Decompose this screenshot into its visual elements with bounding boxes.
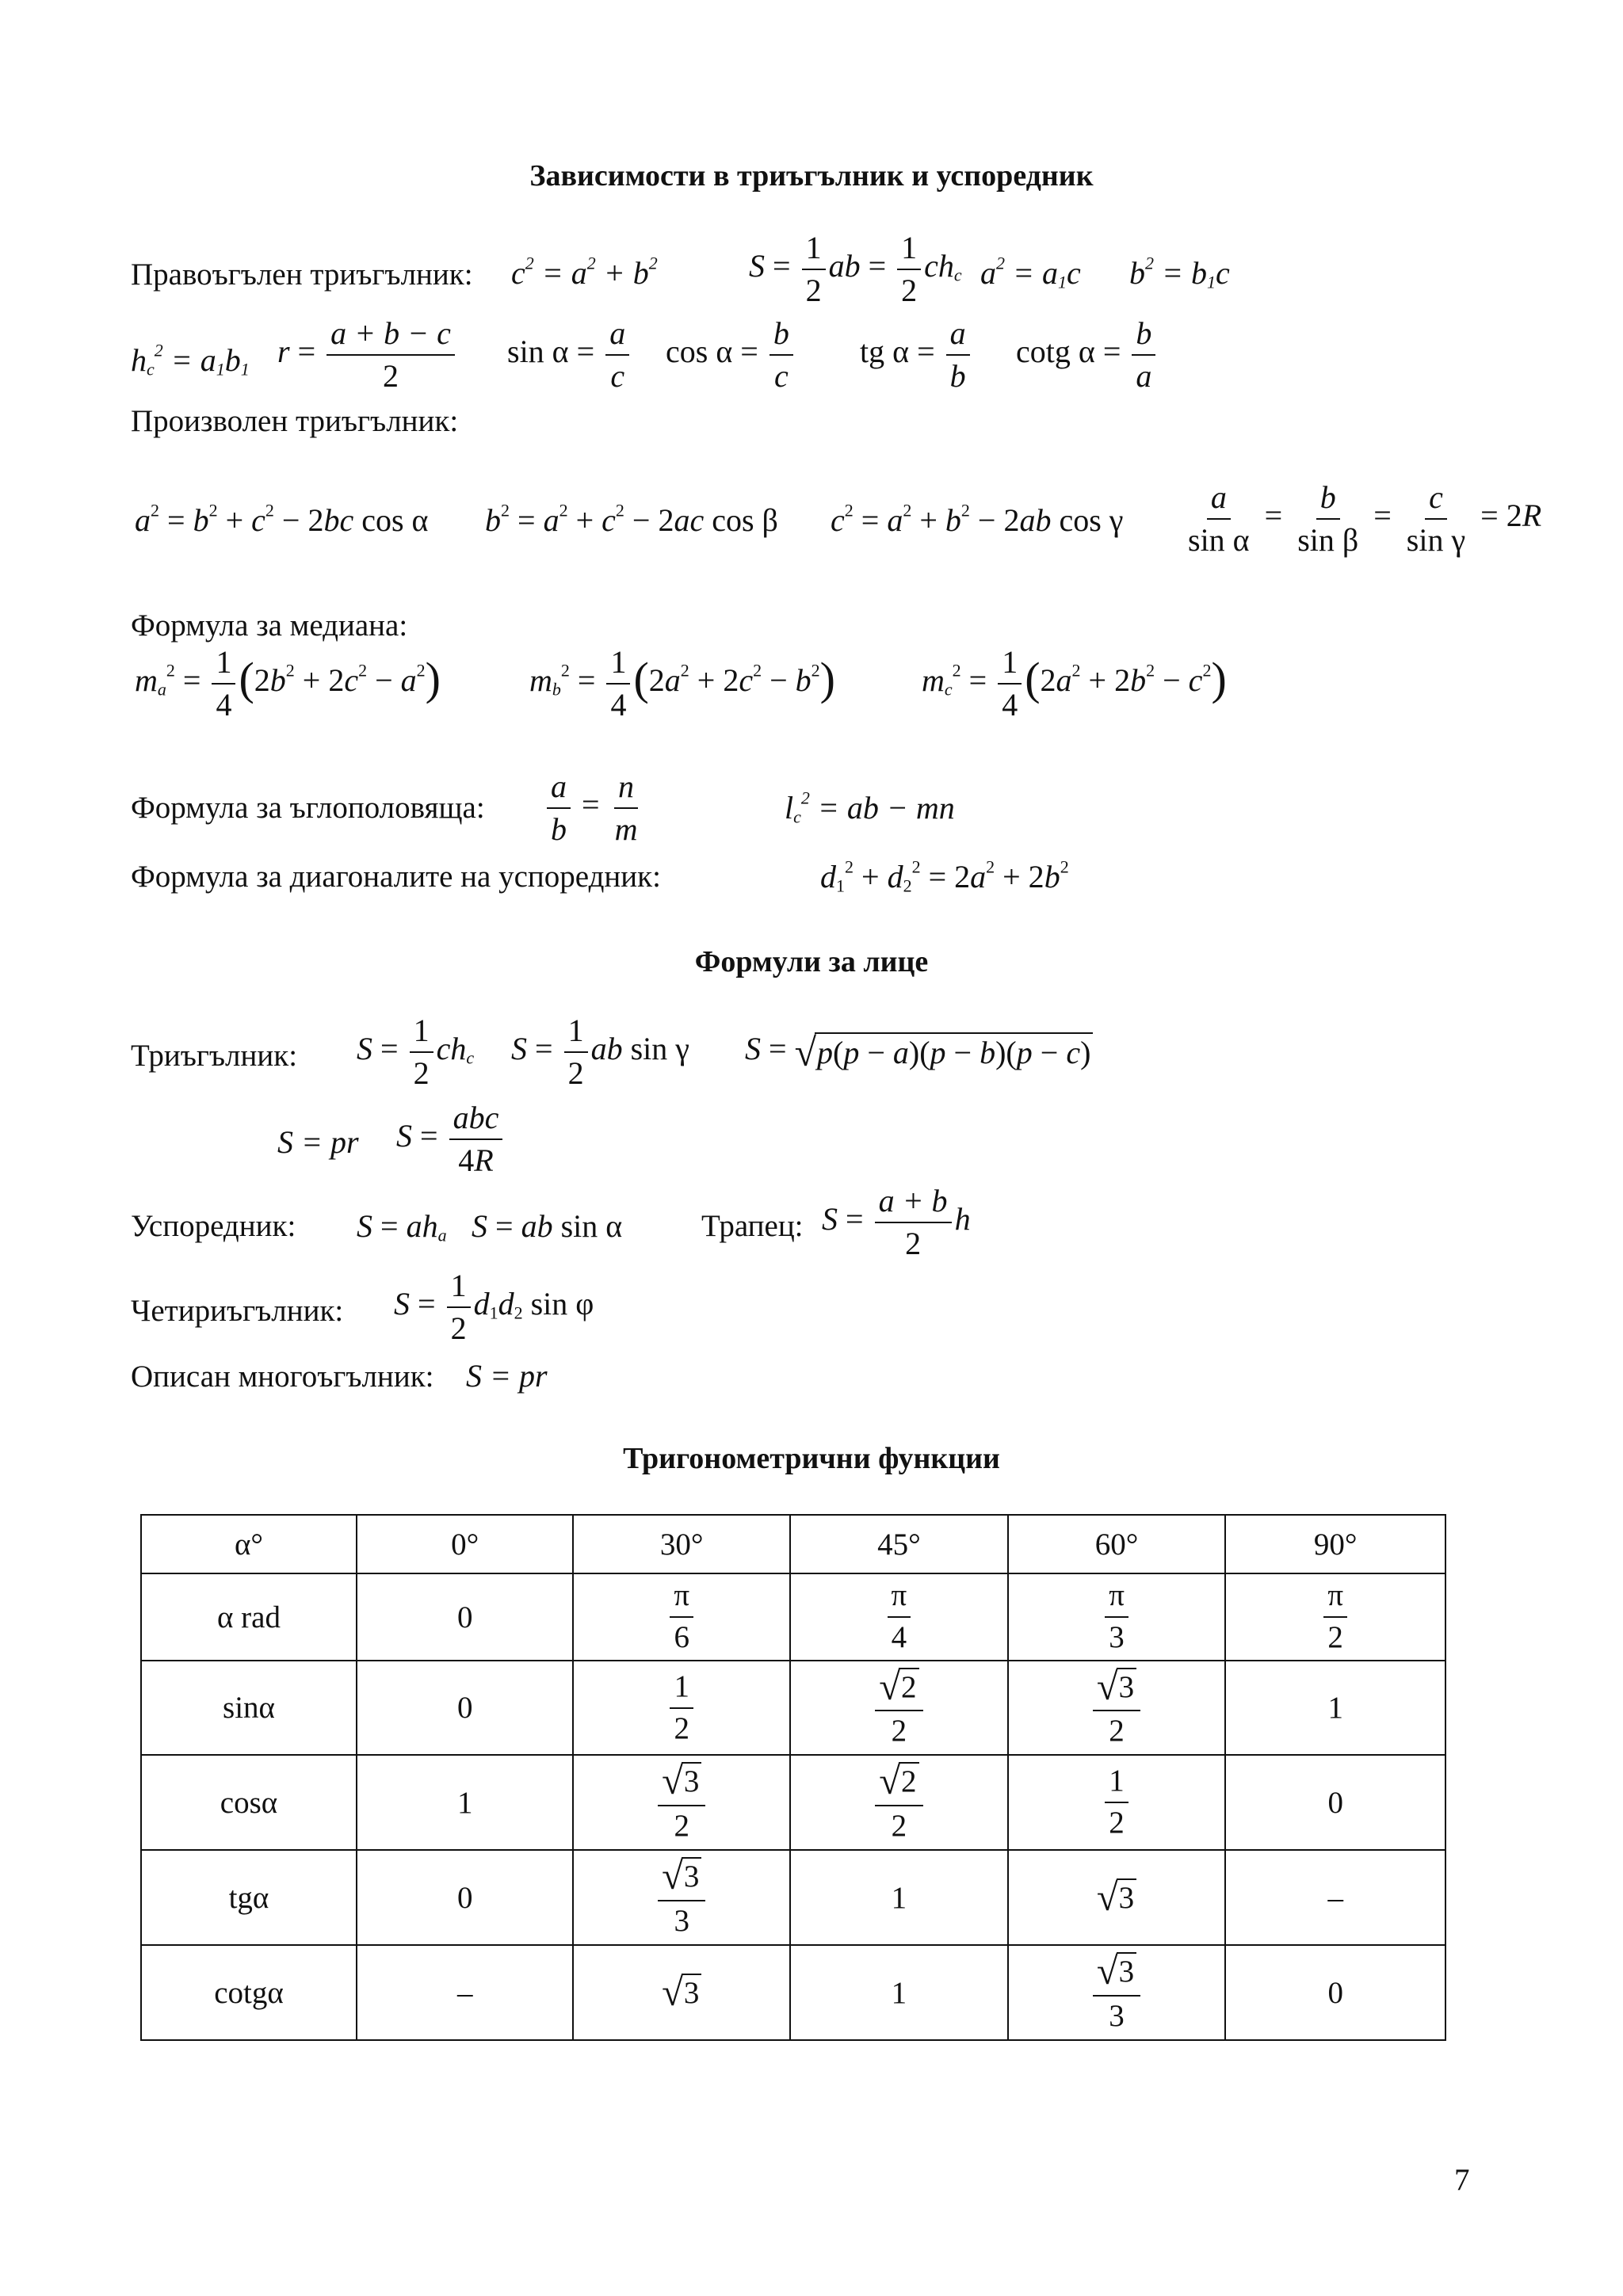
table-cell: [573, 1755, 790, 1850]
formula-diagonals: $d_1^2 + d_2^2 = 2a^2 + 2b^2$: [820, 856, 1069, 896]
fraction: √ 3 2: [658, 1762, 705, 1843]
table-header-cell: 0°: [357, 1515, 573, 1573]
table-cell: 1: [790, 1850, 1008, 1945]
table-header-cell: α°: [141, 1515, 357, 1573]
fraction: $\frac{1}{2}$: [1105, 1765, 1128, 1840]
formula-median-b: $m_b^2$ = $\frac{1}{4}$ $(2a^2 + 2c^2 - b^2)$: [529, 644, 835, 723]
formula-area-triangle-height: S = $\frac{1}{2}$ $ch_c$: [357, 1013, 475, 1091]
label-area-parallelogram: Успоредник:: [131, 1209, 296, 1243]
fraction: √ 2 2: [875, 1762, 922, 1843]
table-cell: [1008, 1661, 1226, 1755]
fraction: √ 3 2: [1093, 1668, 1140, 1749]
table-cell: [573, 1661, 790, 1755]
formula-area-abc: S = $\frac{\text{abc}}{4R}$: [396, 1101, 506, 1177]
table-cell: [790, 1661, 1008, 1755]
table-cell: [790, 1755, 1008, 1850]
formula-area-pr: S = pr: [277, 1124, 359, 1160]
formula-right-area: S = $\frac{1}{2}$ ab = $\frac{1}{2}$ $ch_c$: [749, 230, 962, 308]
table-cell: [1008, 1573, 1226, 1661]
table-row-label: sinα: [141, 1661, 357, 1755]
table-cell: –: [357, 1945, 573, 2040]
formula-sine-law: $\frac{a}{\text{sin α}}$ = $\frac{b}{\text{sin β}}$ = $\frac{c}{\text{sin γ}}$ = 2R: [1188, 479, 1542, 558]
formula-tg: tg α = $\frac{a}{b}$: [860, 317, 973, 393]
table-cell: [1225, 1573, 1445, 1661]
fraction: $\frac{\pi}{4}$: [888, 1580, 911, 1654]
formula-area-trapezoid: S = $\frac{a + b}{2}$ h: [822, 1183, 971, 1261]
table-cell: 0: [357, 1661, 573, 1755]
heading-trig-functions: Тригонометрични функции: [623, 1442, 1000, 1475]
table-cell: 0: [357, 1850, 573, 1945]
fraction: $\frac{\pi}{6}$: [670, 1580, 693, 1654]
label-area-polygon: Описан многоъгълник:: [131, 1360, 434, 1394]
formula-area-parallelogram-sin: S = ab sin α: [472, 1208, 623, 1244]
formula-cotg: cotg α = $\frac{b}{a}$: [1016, 317, 1159, 393]
table-row: [141, 1661, 1445, 1755]
fraction: $\frac{1}{2}$: [670, 1671, 693, 1745]
table-row: [141, 1850, 1445, 1945]
label-area-quadrilateral: Четириъгълник:: [131, 1294, 344, 1328]
table-cell: [573, 1573, 790, 1661]
table-cell: [573, 1850, 790, 1945]
formula-median-a: $m_a^2$ = $\frac{1}{4}$ $(2b^2 + 2c^2 - a^2)$: [135, 644, 441, 723]
formula-a-squared: $a^2 = a_1c$: [980, 253, 1081, 292]
formula-cos: cos α = $\frac{b}{c}$: [666, 317, 796, 393]
formula-area-quadrilateral: S = $\frac{1}{2}$ $d_1d_2$ sin φ: [394, 1268, 594, 1346]
formula-heron: S = √ p(p − a)(p − b)(p − c): [745, 1032, 1093, 1072]
table-cell: [1008, 1945, 1226, 2040]
heading-area-formulas: Формули за лице: [694, 945, 929, 978]
table-cell: 0: [357, 1573, 573, 1661]
table-header-cell: 30°: [573, 1515, 790, 1573]
table-header-cell: 90°: [1225, 1515, 1445, 1573]
formula-bisector-ratio: $\frac{a}{b}$ = $\frac{n}{m}$: [544, 770, 644, 846]
label-arbitrary-triangle: Произволен триъгълник:: [131, 404, 459, 438]
label-area-triangle: Триъгълник:: [131, 1039, 298, 1073]
formula-sin: sin α = $\frac{a}{c}$: [507, 317, 632, 393]
table-row-label: α rad: [141, 1573, 357, 1661]
formula-height: $h_c^2 = a_1b_1$: [131, 340, 250, 379]
label-bisector: Формула за ъглополовяща:: [131, 791, 485, 825]
fraction: $\frac{\pi}{2}$: [1323, 1580, 1347, 1654]
formula-cosine-law-a: $a^2 = b^2 + c^2 - 2bc$ cos α: [135, 500, 429, 538]
fraction: $\frac{\pi}{3}$: [1105, 1580, 1128, 1654]
formula-area-triangle-sin: S = $\frac{1}{2}$ ab sin γ: [511, 1013, 689, 1091]
fraction: √ 2 2: [875, 1668, 922, 1749]
table-row-label: cosα: [141, 1755, 357, 1850]
fraction: √ 3 3: [658, 1857, 705, 1938]
formula-b-squared: $b^2 = b_1c$: [1129, 253, 1230, 292]
table-cell: –: [1225, 1850, 1445, 1945]
formula-inradius: r = $\frac{a + b - c}{2}$: [277, 317, 458, 393]
table-cell: [790, 1573, 1008, 1661]
table-cell: 1: [790, 1945, 1008, 2040]
heading-triangle-relations: Зависимости в триъгълник и успоредник: [529, 159, 1094, 193]
table-row-label: cotgα: [141, 1945, 357, 2040]
formula-area-parallelogram-h: $S = ah_a$: [357, 1208, 447, 1245]
table-row: [141, 1573, 1445, 1661]
label-diagonals: Формула за диагоналите на успоредник:: [131, 860, 661, 894]
table-cell: 0: [1225, 1755, 1445, 1850]
table-row: [141, 1945, 1445, 2040]
table-cell: 0: [1225, 1945, 1445, 2040]
formula-cosine-law-b: $b^2 = a^2 + c^2 - 2ac$ cos β: [485, 500, 778, 538]
page-number: 7: [1454, 2163, 1470, 2197]
formula-median-c: $m_c^2$ = $\frac{1}{4}$ $(2a^2 + 2b^2 - c^2)$: [922, 644, 1227, 723]
fraction: √ 3 3: [1093, 1952, 1140, 2033]
table-header-cell: 45°: [790, 1515, 1008, 1573]
label-median: Формула за медиана:: [131, 608, 408, 643]
table-row-label: tgα: [141, 1850, 357, 1945]
table-cell: √ 3: [573, 1945, 790, 2040]
table-header-row: [141, 1515, 1445, 1573]
formula-pythagoras: $c^2 = a^2 + b^2$: [511, 253, 658, 291]
trig-table: [140, 1514, 1446, 2041]
formula-area-polygon: S = pr: [466, 1358, 548, 1394]
table-cell: 1: [1225, 1661, 1445, 1755]
table-cell: [1008, 1755, 1226, 1850]
table-cell: √ 3: [1008, 1850, 1226, 1945]
label-area-trapezoid: Трапец:: [701, 1209, 804, 1243]
label-right-triangle: Правоъгълен триъгълник:: [131, 257, 473, 292]
formula-bisector-length: $l_c^2$ = ab − mn: [785, 788, 955, 827]
table-header-cell: 60°: [1008, 1515, 1226, 1573]
table-row: [141, 1755, 1445, 1850]
table-cell: 1: [357, 1755, 573, 1850]
formula-cosine-law-c: $c^2 = a^2 + b^2 - 2ab$ cos γ: [831, 500, 1124, 538]
